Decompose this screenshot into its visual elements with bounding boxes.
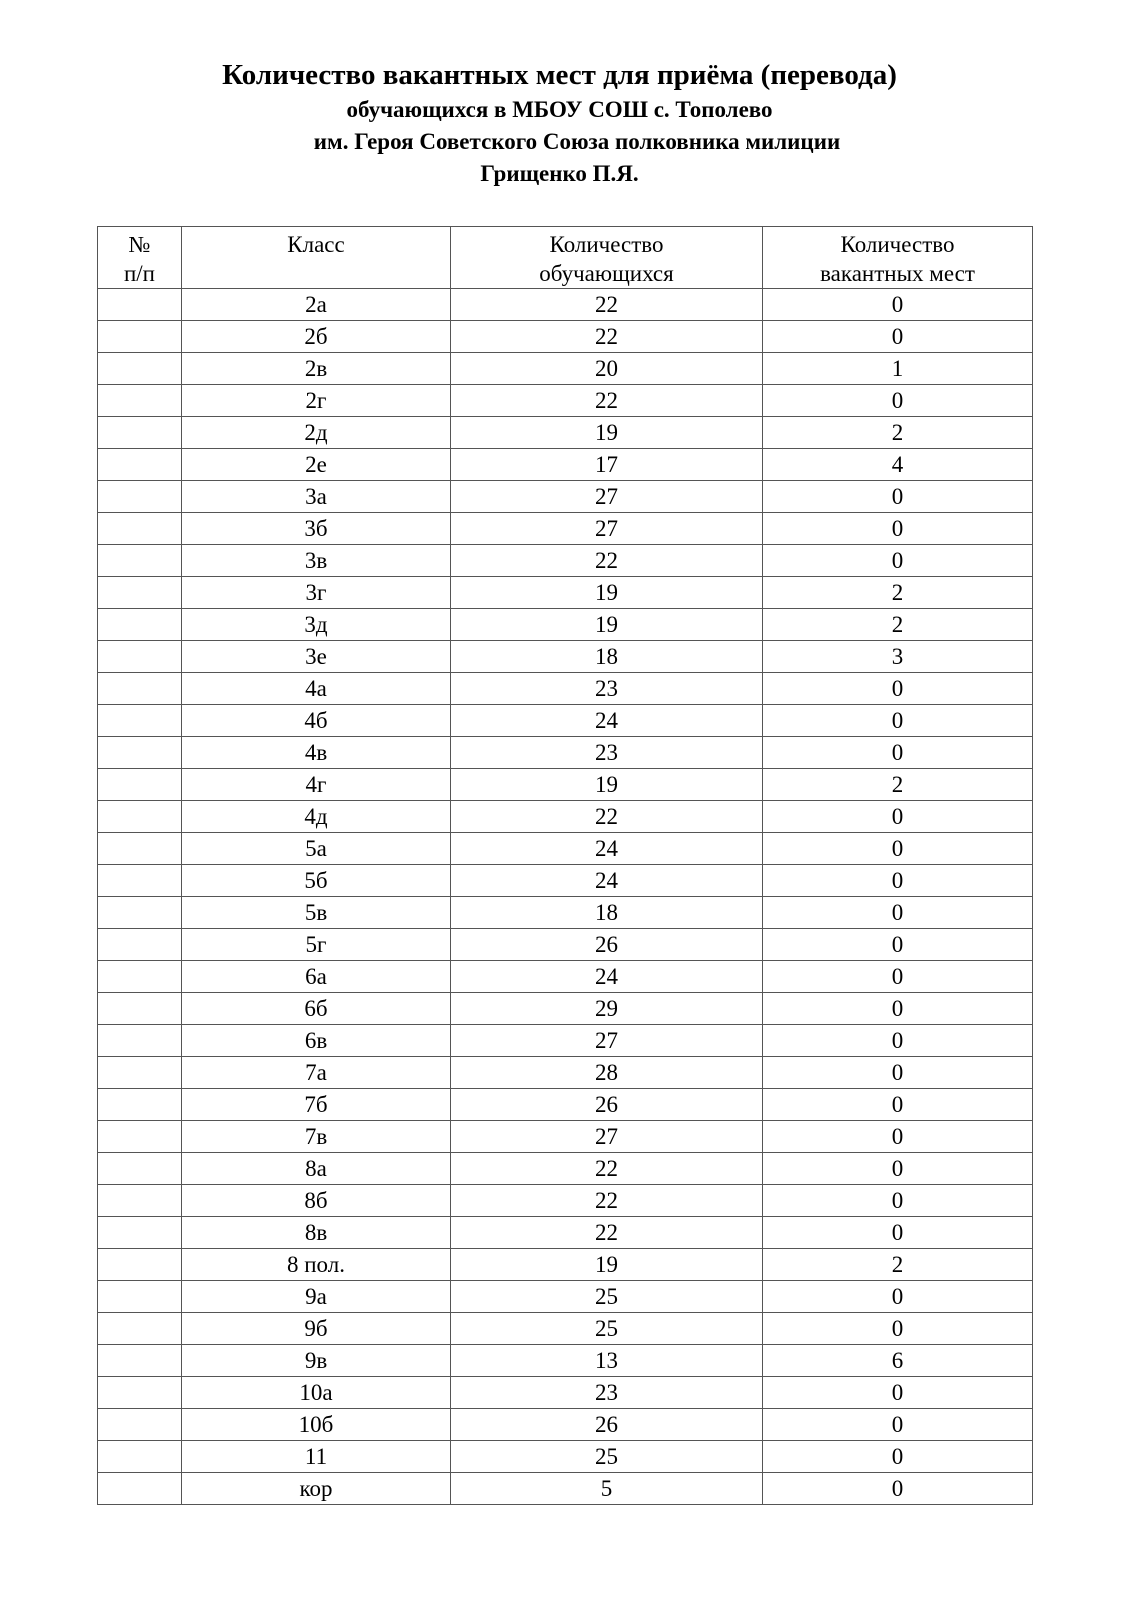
row-number-cell <box>98 865 182 897</box>
vacancies-count-cell: 0 <box>763 929 1033 961</box>
class-cell: 2д <box>182 417 451 449</box>
students-count-cell: 24 <box>451 865 763 897</box>
title-line-4: Грищенко П.Я. <box>480 161 639 186</box>
students-count-cell: 18 <box>451 641 763 673</box>
vacancies-count-cell: 0 <box>763 1121 1033 1153</box>
row-number-cell <box>98 353 182 385</box>
vacancies-count-cell: 0 <box>763 961 1033 993</box>
class-cell: 3а <box>182 481 451 513</box>
vacancies-count-cell: 0 <box>763 513 1033 545</box>
vacancies-count-cell: 0 <box>763 737 1033 769</box>
row-number-cell <box>98 385 182 417</box>
row-number-cell <box>98 1249 182 1281</box>
row-number-cell <box>98 769 182 801</box>
students-count-cell: 19 <box>451 609 763 641</box>
row-number-cell <box>98 289 182 321</box>
vacancies-count-cell: 0 <box>763 1409 1033 1441</box>
vacancies-count-cell: 0 <box>763 385 1033 417</box>
vacancies-count-cell: 0 <box>763 1057 1033 1089</box>
header-students-line-1: Количество <box>549 232 664 257</box>
students-count-cell: 19 <box>451 577 763 609</box>
vacancies-count-cell: 0 <box>763 1217 1033 1249</box>
row-number-cell <box>98 801 182 833</box>
row-number-cell <box>98 897 182 929</box>
header-class <box>182 227 451 289</box>
vacancies-count-cell: 2 <box>763 769 1033 801</box>
vacancies-count-cell: 0 <box>763 865 1033 897</box>
class-cell: 3в <box>182 545 451 577</box>
class-cell: 5б <box>182 865 451 897</box>
title-line-3: им. Героя Советского Союза полковника милиции <box>313 129 841 154</box>
table-row <box>98 1313 1033 1345</box>
students-count-cell: 17 <box>451 449 763 481</box>
class-cell: 5г <box>182 929 451 961</box>
vacancies-count-cell: 0 <box>763 993 1033 1025</box>
students-count-cell: 23 <box>451 737 763 769</box>
vacancies-table <box>97 226 1033 1505</box>
table-row <box>98 481 1033 513</box>
students-count-cell: 19 <box>451 1249 763 1281</box>
row-number-cell <box>98 1377 182 1409</box>
vacancies-count-cell: 0 <box>763 1185 1033 1217</box>
class-cell: 10а <box>182 1377 451 1409</box>
students-count-cell: 25 <box>451 1441 763 1473</box>
table-row <box>98 1281 1033 1313</box>
header-vacancies-line-1: Количество <box>840 232 955 257</box>
students-count-cell: 22 <box>451 289 763 321</box>
row-number-cell <box>98 1089 182 1121</box>
row-number-cell <box>98 961 182 993</box>
vacancies-count-cell: 4 <box>763 449 1033 481</box>
table-row <box>98 289 1033 321</box>
table-row <box>98 1025 1033 1057</box>
class-cell: 2г <box>182 385 451 417</box>
row-number-cell <box>98 1153 182 1185</box>
row-number-cell <box>98 577 182 609</box>
class-cell: 7б <box>182 1089 451 1121</box>
table-body <box>98 289 1033 1505</box>
row-number-cell <box>98 993 182 1025</box>
students-count-cell: 23 <box>451 673 763 705</box>
table-row <box>98 417 1033 449</box>
vacancies-count-cell: 0 <box>763 833 1033 865</box>
vacancies-count-cell: 0 <box>763 673 1033 705</box>
vacancies-count-cell: 0 <box>763 1089 1033 1121</box>
class-cell: 3е <box>182 641 451 673</box>
row-number-cell <box>98 609 182 641</box>
row-number-cell <box>98 1025 182 1057</box>
students-count-cell: 27 <box>451 481 763 513</box>
students-count-cell: 27 <box>451 513 763 545</box>
students-count-cell: 26 <box>451 1409 763 1441</box>
class-cell: 7а <box>182 1057 451 1089</box>
table-row <box>98 705 1033 737</box>
class-cell: 10б <box>182 1409 451 1441</box>
table-row <box>98 897 1033 929</box>
vacancies-count-cell: 2 <box>763 609 1033 641</box>
vacancies-count-cell: 2 <box>763 417 1033 449</box>
row-number-cell <box>98 1441 182 1473</box>
class-cell: 3д <box>182 609 451 641</box>
students-count-cell: 22 <box>451 801 763 833</box>
vacancies-count-cell: 0 <box>763 481 1033 513</box>
table-row <box>98 641 1033 673</box>
class-cell: кор <box>182 1473 451 1505</box>
vacancies-count-cell: 1 <box>763 353 1033 385</box>
class-cell: 6в <box>182 1025 451 1057</box>
title-line-2: обучающихся в МБОУ СОШ с. Тополево <box>346 97 773 122</box>
vacancies-count-cell: 0 <box>763 1153 1033 1185</box>
class-cell: 4г <box>182 769 451 801</box>
row-number-cell <box>98 481 182 513</box>
row-number-cell <box>98 673 182 705</box>
row-number-cell <box>98 1217 182 1249</box>
class-cell: 3б <box>182 513 451 545</box>
vacancies-count-cell: 2 <box>763 577 1033 609</box>
row-number-cell <box>98 1409 182 1441</box>
students-count-cell: 23 <box>451 1377 763 1409</box>
students-count-cell: 26 <box>451 1089 763 1121</box>
table-header-row <box>98 227 1033 289</box>
vacancies-count-cell: 0 <box>763 545 1033 577</box>
vacancies-count-cell: 0 <box>763 705 1033 737</box>
table-row <box>98 1089 1033 1121</box>
vacancies-count-cell: 0 <box>763 1473 1033 1505</box>
table-row <box>98 801 1033 833</box>
vacancies-count-cell: 0 <box>763 1025 1033 1057</box>
table-row <box>98 1121 1033 1153</box>
table-row <box>98 1185 1033 1217</box>
row-number-cell <box>98 737 182 769</box>
row-number-cell <box>98 1185 182 1217</box>
table-row <box>98 321 1033 353</box>
table-row <box>98 385 1033 417</box>
table-row <box>98 1409 1033 1441</box>
table-row <box>98 609 1033 641</box>
header-num <box>98 227 182 289</box>
row-number-cell <box>98 705 182 737</box>
class-cell: 4б <box>182 705 451 737</box>
students-count-cell: 22 <box>451 1185 763 1217</box>
table-row <box>98 449 1033 481</box>
students-count-cell: 22 <box>451 321 763 353</box>
students-count-cell: 24 <box>451 705 763 737</box>
vacancies-count-cell: 0 <box>763 1377 1033 1409</box>
header-num-line-2: п/п <box>123 261 155 286</box>
students-count-cell: 18 <box>451 897 763 929</box>
table-row <box>98 1473 1033 1505</box>
vacancies-count-cell: 3 <box>763 641 1033 673</box>
row-number-cell <box>98 1281 182 1313</box>
vacancies-count-cell: 0 <box>763 289 1033 321</box>
table-row <box>98 1057 1033 1089</box>
class-cell: 5а <box>182 833 451 865</box>
class-cell: 11 <box>182 1441 451 1473</box>
students-count-cell: 22 <box>451 545 763 577</box>
vacancies-count-cell: 0 <box>763 1281 1033 1313</box>
row-number-cell <box>98 929 182 961</box>
row-number-cell <box>98 545 182 577</box>
students-count-cell: 28 <box>451 1057 763 1089</box>
table-row <box>98 769 1033 801</box>
class-cell: 2б <box>182 321 451 353</box>
students-count-cell: 24 <box>451 833 763 865</box>
vacancies-count-cell: 0 <box>763 321 1033 353</box>
header-num-line-1: № <box>128 232 151 257</box>
table-row <box>98 1441 1033 1473</box>
table-row <box>98 1153 1033 1185</box>
document-title <box>0 56 1129 190</box>
row-number-cell <box>98 449 182 481</box>
table-row <box>98 577 1033 609</box>
header-vacancies-line-2: вакантных мест <box>820 261 975 286</box>
table-row <box>98 1217 1033 1249</box>
class-cell: 2в <box>182 353 451 385</box>
header-students-line-2: обучающихся <box>539 261 674 286</box>
table-row <box>98 865 1033 897</box>
class-cell: 7в <box>182 1121 451 1153</box>
class-cell: 3г <box>182 577 451 609</box>
students-count-cell: 25 <box>451 1281 763 1313</box>
table-row <box>98 993 1033 1025</box>
row-number-cell <box>98 641 182 673</box>
class-cell: 4в <box>182 737 451 769</box>
class-cell: 8а <box>182 1153 451 1185</box>
table-row <box>98 833 1033 865</box>
row-number-cell <box>98 1313 182 1345</box>
row-number-cell <box>98 833 182 865</box>
vacancies-count-cell: 6 <box>763 1345 1033 1377</box>
title-line-1: Количество вакантных мест для приёма (перевода) <box>222 59 897 91</box>
table-row <box>98 737 1033 769</box>
students-count-cell: 13 <box>451 1345 763 1377</box>
row-number-cell <box>98 1345 182 1377</box>
class-cell: 2а <box>182 289 451 321</box>
class-cell: 8в <box>182 1217 451 1249</box>
row-number-cell <box>98 1057 182 1089</box>
row-number-cell <box>98 1121 182 1153</box>
vacancies-count-cell: 2 <box>763 1249 1033 1281</box>
class-cell: 4а <box>182 673 451 705</box>
class-cell: 6а <box>182 961 451 993</box>
header-students <box>451 227 763 289</box>
class-cell: 9б <box>182 1313 451 1345</box>
students-count-cell: 22 <box>451 1153 763 1185</box>
students-count-cell: 27 <box>451 1025 763 1057</box>
table-row <box>98 1377 1033 1409</box>
students-count-cell: 24 <box>451 961 763 993</box>
table-row <box>98 673 1033 705</box>
students-count-cell: 22 <box>451 1217 763 1249</box>
class-cell: 8б <box>182 1185 451 1217</box>
vacancies-count-cell: 0 <box>763 1441 1033 1473</box>
vacancies-count-cell: 0 <box>763 1313 1033 1345</box>
row-number-cell <box>98 513 182 545</box>
table-row <box>98 1345 1033 1377</box>
students-count-cell: 5 <box>451 1473 763 1505</box>
students-count-cell: 22 <box>451 385 763 417</box>
header-vacancies <box>763 227 1033 289</box>
header-class-label: Класс <box>287 232 345 257</box>
table-row <box>98 961 1033 993</box>
students-count-cell: 26 <box>451 929 763 961</box>
class-cell: 9в <box>182 1345 451 1377</box>
class-cell: 2е <box>182 449 451 481</box>
students-count-cell: 29 <box>451 993 763 1025</box>
row-number-cell <box>98 1473 182 1505</box>
table-row <box>98 545 1033 577</box>
class-cell: 4д <box>182 801 451 833</box>
vacancies-count-cell: 0 <box>763 801 1033 833</box>
table-row <box>98 1249 1033 1281</box>
class-cell: 8 пол. <box>182 1249 451 1281</box>
students-count-cell: 20 <box>451 353 763 385</box>
row-number-cell <box>98 321 182 353</box>
class-cell: 5в <box>182 897 451 929</box>
vacancies-count-cell: 0 <box>763 897 1033 929</box>
table-row <box>98 929 1033 961</box>
class-cell: 6б <box>182 993 451 1025</box>
students-count-cell: 19 <box>451 769 763 801</box>
row-number-cell <box>98 417 182 449</box>
table-row <box>98 353 1033 385</box>
students-count-cell: 25 <box>451 1313 763 1345</box>
class-cell: 9а <box>182 1281 451 1313</box>
students-count-cell: 27 <box>451 1121 763 1153</box>
table-row <box>98 513 1033 545</box>
students-count-cell: 19 <box>451 417 763 449</box>
